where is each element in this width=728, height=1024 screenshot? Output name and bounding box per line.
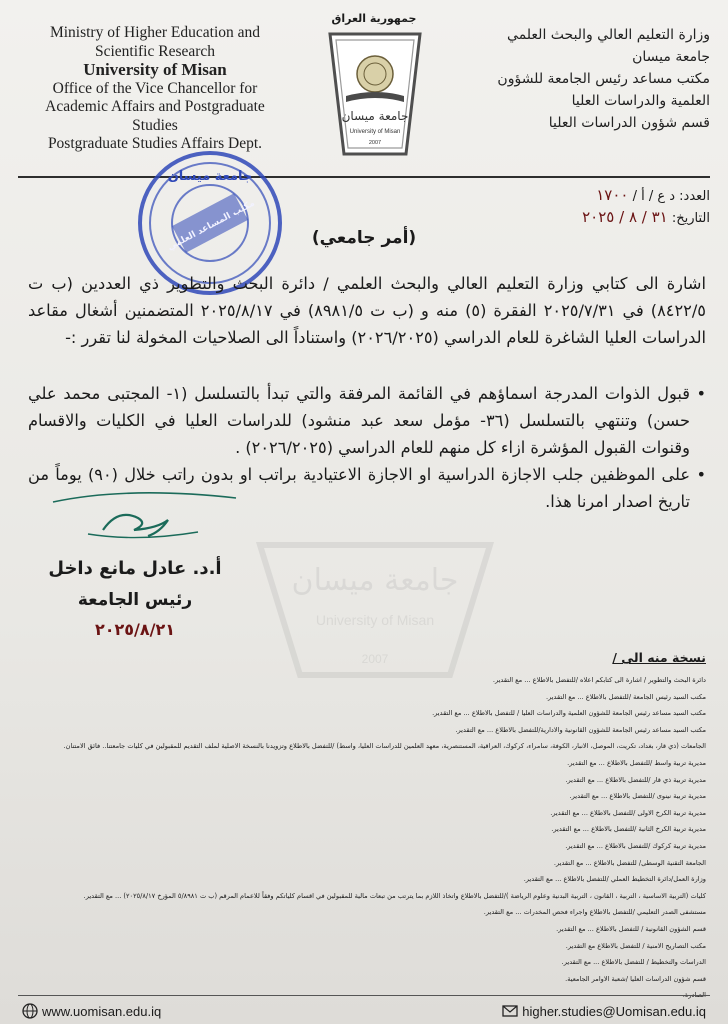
en-department: Postgraduate Studies Affairs Dept. xyxy=(47,135,263,152)
distribution-item: الجامعات (ذي قار، بغداد، تكريت، الموصل، الانبار، الكوفة، سامراء، كركوك، العراقية، المستنصرية، معهد العلمين للدراسات العليا، واسط) /للتفضل بالاطلاع وتزويدنا بالنسخة الاصلية لملف التقديم للمقبولين في كليات جامعتنا.. فائق الامتنان. xyxy=(63,742,706,751)
bullet-icon: • xyxy=(696,465,706,484)
header-divider xyxy=(18,176,710,178)
logo-name-ar: جامعة ميسان xyxy=(341,109,409,123)
distribution-item: مستشفى الصدر التعليمي /للتفضل بالاطلاع واجراء فحص المخدرات ... مع التقدير. xyxy=(483,908,706,917)
ar-department: قسم شؤون الدراسات العليا xyxy=(548,115,710,131)
distribution-item: مكتب السيد رئيس الجامعة /للتفضل بالاطلاع ... مع التقدير. xyxy=(545,692,706,701)
ar-office-line2: العلمية والدراسات العليا xyxy=(571,93,710,109)
distribution-item: مديرية تربية نينوى /للتفضل بالاطلاع ... مع التقدير. xyxy=(569,792,706,801)
globe-icon xyxy=(22,1003,38,1019)
order-paragraph: اشارة الى كتابي وزارة التعليم العالي والبحث العلمي / دائرة البحث والتطوير ذي العددين (ب ت ٨٤٢٢/٥) في ٢٠٢٥/٧/٣١ الفقرة (٥) منه و (ب ت ٨٩٨١/٥) في ٢٠٢٥/٨/١٧ المتضمنين أشغال مقاعد الدراسات العليا الشاغرة للعام الدراسي (٢٠٢٦/٢٠٢٥) واستناداً الى الصلاحيات المخولة لنا تقرر :- xyxy=(28,274,707,347)
order-item-text: قبول الذوات المدرجة اسماؤهم في القائمة المرفقة والتي تبدأ بالتسلسل (١- المجتبى محمد علي حسن) وتنتهي بالتسلسل (٣٦- مؤمل سعد عبد منشود) للدراسات العليا في الكليات والاقسام وقنوات القبول المؤشرة ازاء كل منهم للعام الدراسي (٢٠٢٦/٢٠٢٥) . xyxy=(28,384,690,457)
english-letterhead xyxy=(26,24,284,154)
distribution-item: الجامعة التقنية الوسطى/ للتفضل بالاطلاع ... مع التقدير. xyxy=(553,858,706,867)
document-number xyxy=(450,186,710,204)
signature-date: ٢٠٢٥/٨/٢١ xyxy=(94,620,176,639)
order-item-text: على الموظفين جلب الاجازة الدراسية او الاجازة الاعتيادية براتب او بدون راتب خلال (٩٠) يوماً من تاريخ اصدار امرنا هذا. xyxy=(28,465,690,511)
ar-ministry: وزارة التعليم العالي والبحث العلمي xyxy=(507,27,710,43)
distribution-item: مديرية تربية الكرخ الثانية /للتفضل بالاطلاع ... مع التقدير. xyxy=(551,825,706,834)
bullet-icon: • xyxy=(696,384,706,403)
footer-email[interactable] xyxy=(502,1003,706,1019)
arabic-letterhead xyxy=(480,24,710,134)
watermark-year: 2007 xyxy=(361,652,389,666)
en-ministry-line1: Ministry of Higher Education and xyxy=(49,24,261,41)
date-label: التاريخ: xyxy=(671,211,710,226)
stamp-text-top: جامعة ميسان xyxy=(167,169,253,184)
mail-icon xyxy=(502,1003,518,1019)
distribution-list xyxy=(16,672,706,1004)
distribution-item: مديرية تربية واسط /للتفضل بالاطلاع ... مع التقدير. xyxy=(567,758,706,767)
distribution-item: مديرية تربية الكرخ الاولى /للتفضل بالاطلاع ... مع التقدير. xyxy=(550,808,706,817)
en-office-line3: Studies xyxy=(132,116,178,134)
logo-year: 2007 xyxy=(368,140,382,146)
footer-divider xyxy=(18,995,710,996)
watermark-name-en: University of Misan xyxy=(315,612,435,628)
distribution-item: الدراسات والتخطيط / للتفضل بالاطلاع ... مع التقدير. xyxy=(561,958,706,967)
distribution-item: دائرة البحث والتطوير / اشارة الى كتابكم اعلاه /للتفضل بالاطلاع ... مع التقدير. xyxy=(492,676,706,684)
en-ministry-line2: Scientific Research xyxy=(94,42,216,60)
number-label: العدد: د ع / أ / xyxy=(632,189,710,204)
logo-country-label: جمهورية العراق xyxy=(331,12,417,25)
document-date xyxy=(450,208,710,226)
watermark-logo-icon xyxy=(250,535,500,685)
en-office-line1: Office of the Vice Chancellor for xyxy=(52,79,258,97)
distribution-item: وزارة العمل/دائرة التخطيط العملي /للتفضل بالاطلاع ... مع التقدير. xyxy=(523,875,706,884)
distribution-item: مديرية تربية ذي قار /للتفضل بالاطلاع ... مع التقدير. xyxy=(565,775,706,784)
watermark-name-ar: جامعة ميسان xyxy=(291,563,459,598)
university-logo-icon xyxy=(326,30,424,160)
distribution-item: مكتب التصاريح الامنية / للتفضل بالاطلاع مع التقدير. xyxy=(565,941,706,950)
copy-to-heading: نسخة منه الى / xyxy=(612,650,706,665)
distribution-item: مكتب السيد مساعد رئيس الجامعة للشؤون العلمية والدراسات العليا / للتفضل بالاطلاع ... مع التقدير. xyxy=(432,709,706,718)
distribution-item: قسم الشؤون القانونية / للتفضل بالاطلاع ... مع التقدير. xyxy=(556,924,706,933)
ar-university: جامعة ميسان xyxy=(632,49,710,65)
distribution-item: قسم شؤون الدراسات العليا /شعبة الاوامر الجامعية. xyxy=(565,974,706,983)
ar-office-line1: مكتب مساعد رئيس الجامعة للشؤون xyxy=(497,71,710,87)
distribution-item: مكتب السيد مساعد رئيس الجامعة للشؤون القانونية والادارية/للتفضل بالاطلاع ... مع التقدير. xyxy=(455,725,706,734)
document-title: (أمر جامعي) xyxy=(311,228,417,248)
en-office-line2: Academic Affairs and Postgraduate xyxy=(45,98,265,115)
en-university-name: University of Misan xyxy=(83,60,227,79)
stamp-text-mid: مكتب المساعد العلمي xyxy=(166,198,257,253)
signatory-title: رئيس الجامعة xyxy=(77,590,193,610)
order-body xyxy=(28,270,706,351)
distribution-item: كليات (التربية الاساسية ، التربية ، القانون ، التربية البدنية وعلوم الرياضة )/للتفضل بالاطلاع واتخاذ اللازم بما يترتب من تبعات مالية للمقبولين في اقسام كلياتكم وفقاً للاعمام المرقم (ب ت ٥/٨٩٨١ المؤرخ ٢٠٢٥/٨/١٧) ... مع التقدير. xyxy=(83,891,706,900)
footer-website[interactable] xyxy=(22,1003,161,1019)
signatory-name: أ.د. عادل مانع داخل xyxy=(48,558,222,579)
date-value: ٣١ / ٨ / ٢٠٢٥ xyxy=(582,208,668,226)
number-value: ١٧٠٠ xyxy=(596,186,629,204)
logo-name-en: University of Misan xyxy=(349,129,401,135)
order-item xyxy=(28,380,706,461)
distribution-item: مديرية تربية كركوك /للتفضل بالاطلاع ... مع التقدير. xyxy=(565,841,706,850)
handwritten-signature-icon xyxy=(48,490,238,550)
email-text: higher.studies@Uomisan.edu.iq xyxy=(522,1004,706,1019)
website-text: www.uomisan.edu.iq xyxy=(42,1004,162,1019)
